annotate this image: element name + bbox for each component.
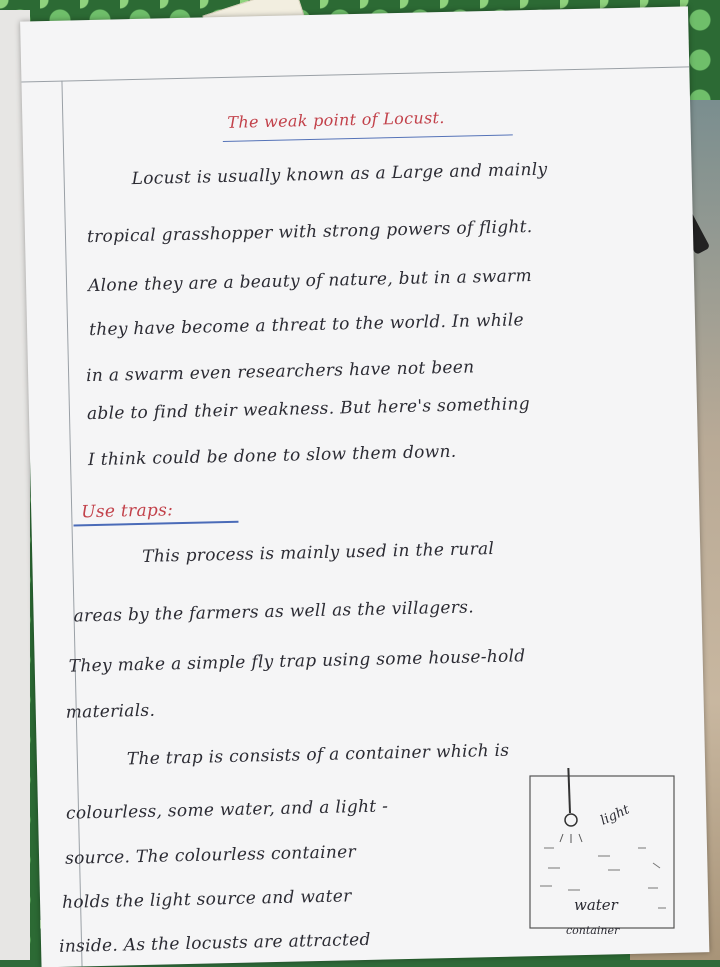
p1-line-3: Alone they are a beauty of nature, but in a swarm bbox=[87, 266, 533, 297]
light-label: light bbox=[598, 802, 632, 829]
p2-line-2: areas by the farmers as well as the villagers. bbox=[73, 597, 475, 627]
subheading: Use traps: bbox=[81, 500, 174, 523]
p3-line-2: colourless, some water, and a light - bbox=[65, 796, 389, 824]
p1-line-4: they have become a threat to the world. In while bbox=[88, 310, 525, 341]
bulb-icon bbox=[565, 814, 577, 826]
p3-line-3: source. The colourless container bbox=[64, 842, 357, 869]
water-label: water bbox=[574, 896, 618, 914]
container-label: container bbox=[566, 924, 620, 937]
p2-line-1: This process is mainly used in the rural bbox=[142, 538, 495, 567]
p1-line-6: able to find their weakness. But here's something bbox=[86, 394, 531, 425]
trap-diagram bbox=[508, 768, 680, 938]
p1-line-5: in a swarm even researchers have not been bbox=[85, 357, 475, 387]
p3-line-5: inside. As the locusts are attracted bbox=[58, 929, 371, 957]
p1-line-7: I think could be done to slow them down. bbox=[87, 441, 457, 471]
p3-line-1: The trap is consists of a container which is bbox=[126, 740, 510, 770]
light-wire bbox=[568, 768, 570, 813]
page-title: The weak point of Locust. bbox=[227, 107, 445, 132]
p2-line-3: They make a simple fly trap using some house-hold bbox=[68, 646, 526, 677]
p1-line-1: Locust is usually known as a Large and mainly bbox=[131, 159, 548, 190]
p2-line-4: materials. bbox=[65, 700, 156, 723]
p3-line-4: holds the light source and water bbox=[61, 886, 352, 913]
p1-line-2: tropical grasshopper with strong powers of flight. bbox=[86, 217, 533, 248]
title-underline bbox=[223, 134, 513, 142]
